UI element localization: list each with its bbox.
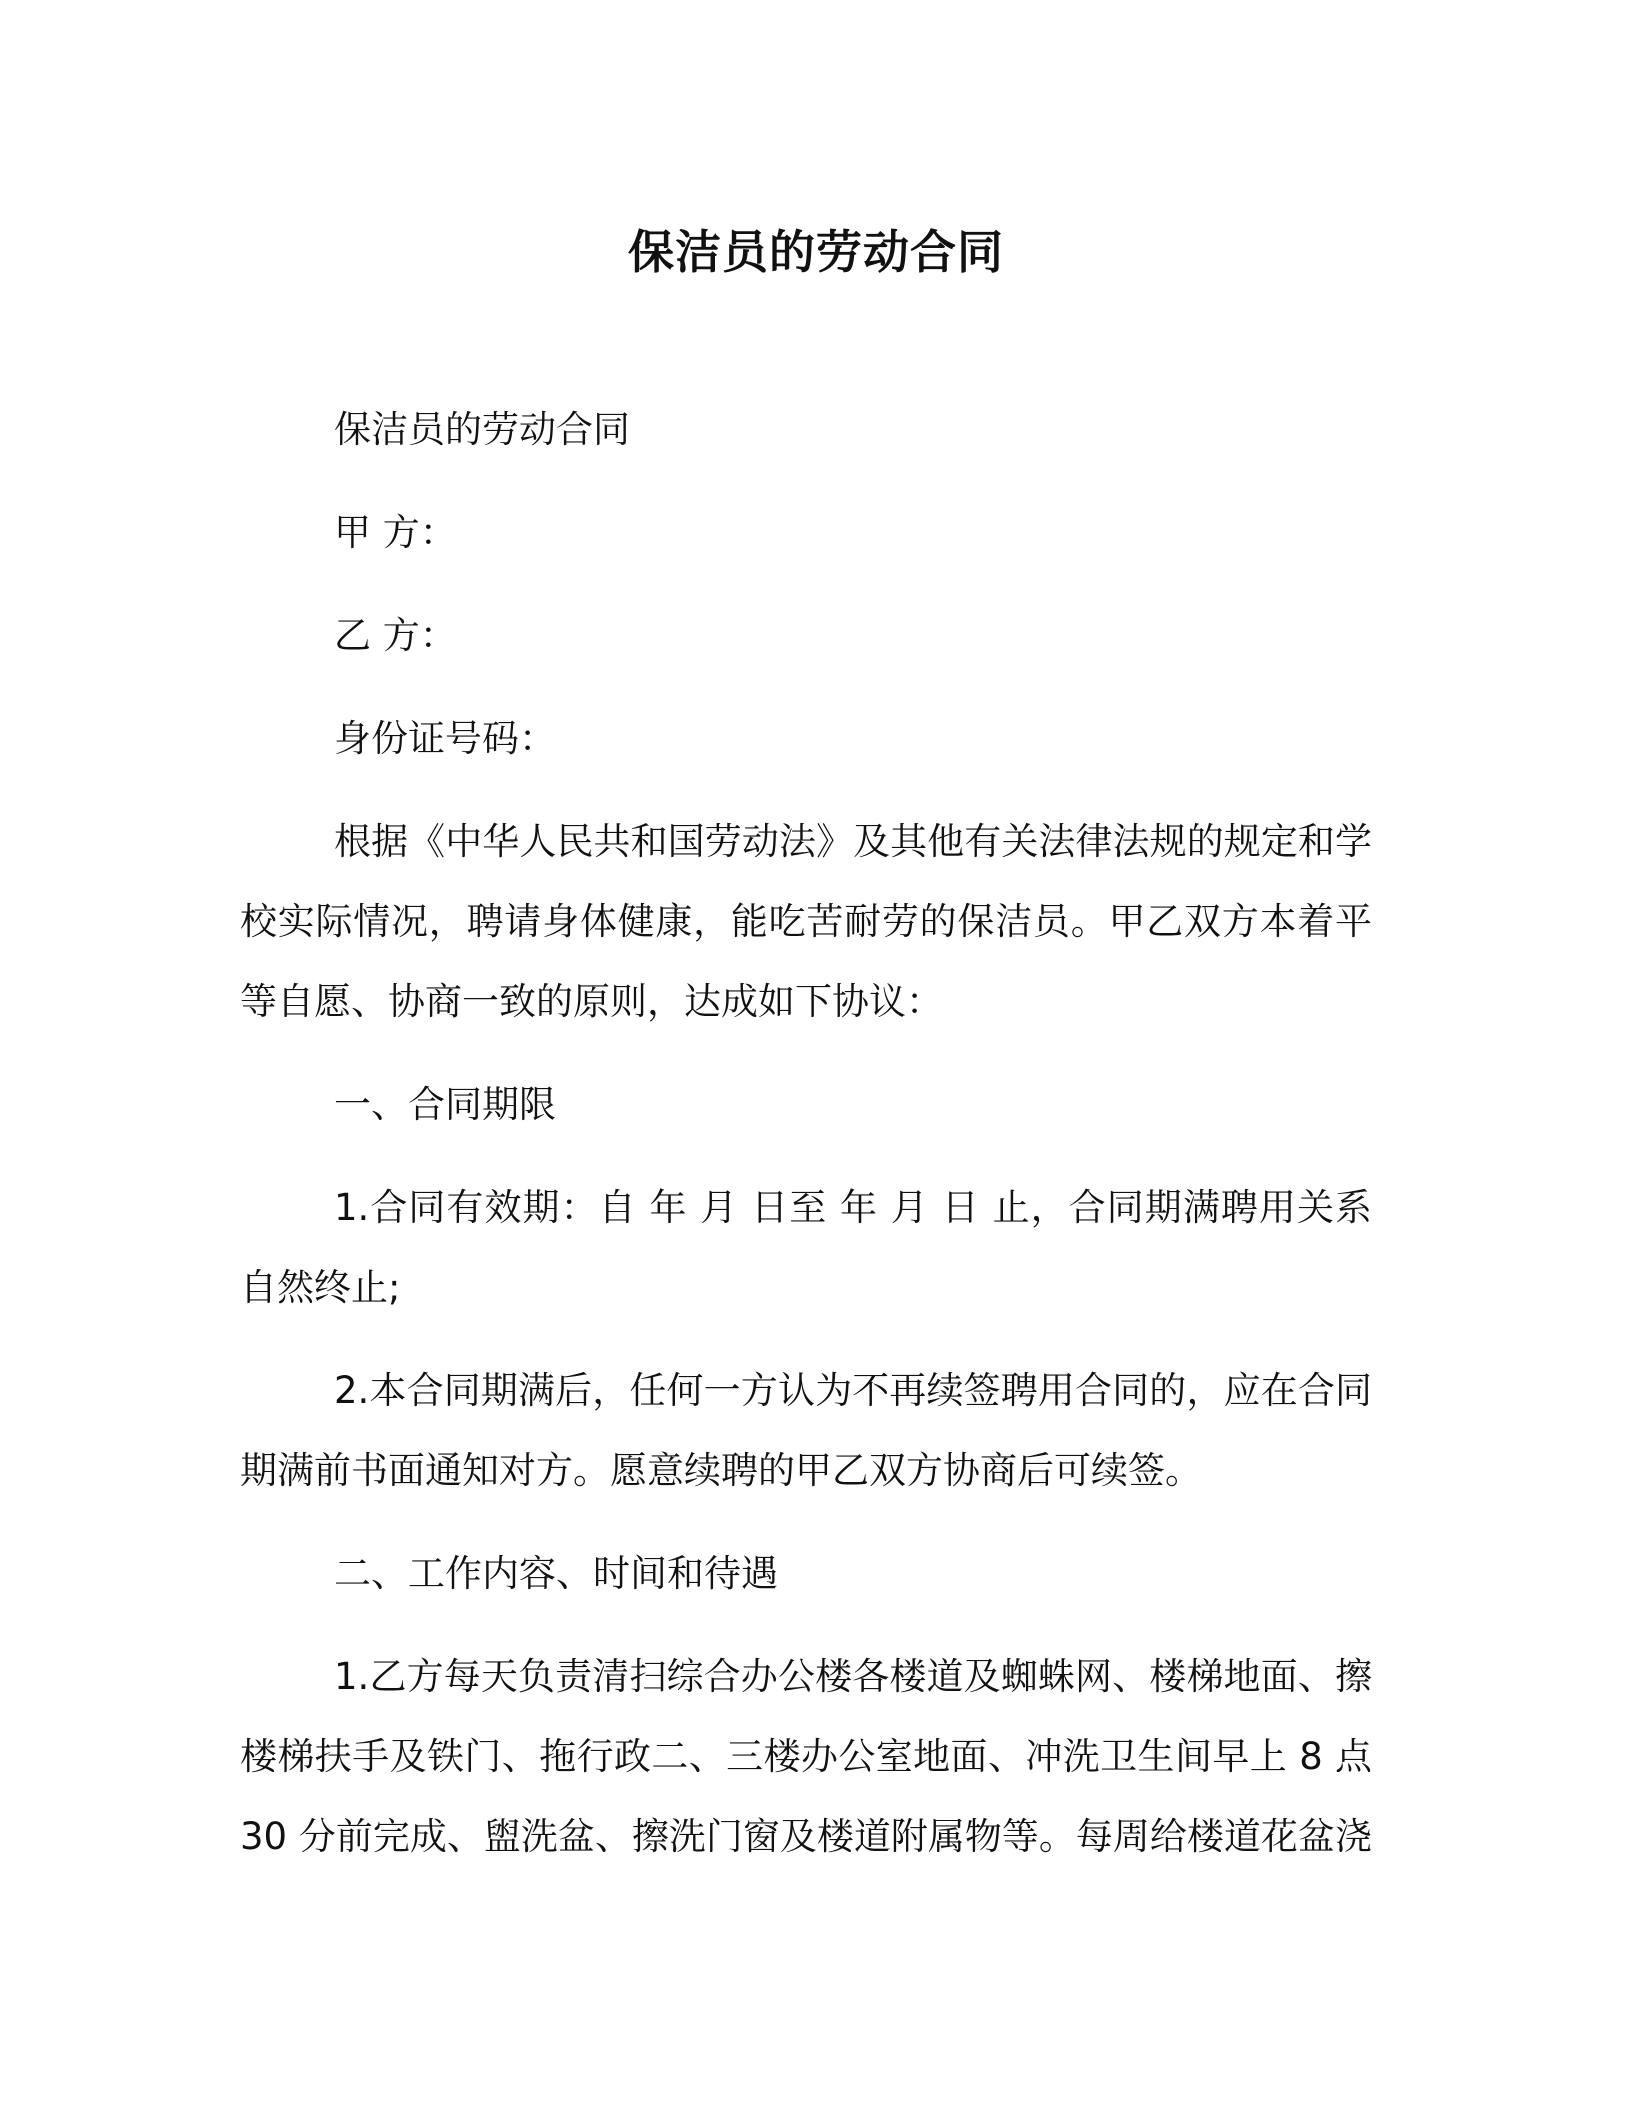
- section-heading-term: 一、合同期限: [334, 1083, 556, 1126]
- paragraph-term-2: 2.本合同期满后，任何一方认为不再续签聘用合同的，应在合同期满前书面通知对方。愿意续聘的甲乙双方协商后可续签。: [240, 1369, 1372, 1492]
- document-title: 保洁员的劳动合同: [628, 225, 1004, 279]
- paragraph-party-a: 甲 方：: [334, 511, 457, 554]
- paragraph-term-1: 1.合同有效期：自 年 月 日至 年 月 日 止，合同期满聘用关系自然终止;: [240, 1186, 1372, 1309]
- paragraph-id-number: 身份证号码：: [334, 717, 556, 760]
- section-heading-work: 二、工作内容、时间和待遇: [334, 1552, 778, 1595]
- paragraph-work-1: 1.乙方每天负责清扫综合办公楼各楼道及蜘蛛网、楼梯地面、擦楼梯扶手及铁门、拖行政二、三楼办公室地面、冲洗卫生间早上 8 点 30 分前完成、盥洗盆、擦洗门窗及楼道附属物等。每周给楼道花盆浇: [240, 1655, 1372, 1858]
- paragraph-heading-repeat: 保洁员的劳动合同: [334, 408, 630, 451]
- document-body: [240, 390, 1372, 1900]
- paragraph-party-b: 乙 方：: [334, 614, 457, 657]
- paragraph-preamble: 根据《中华人民共和国劳动法》及其他有关法律法规的规定和学校实际情况，聘请身体健康，能吃苦耐劳的保洁员。甲乙双方本着平等自愿、协商一致的原则，达成如下协议：: [240, 820, 1372, 1023]
